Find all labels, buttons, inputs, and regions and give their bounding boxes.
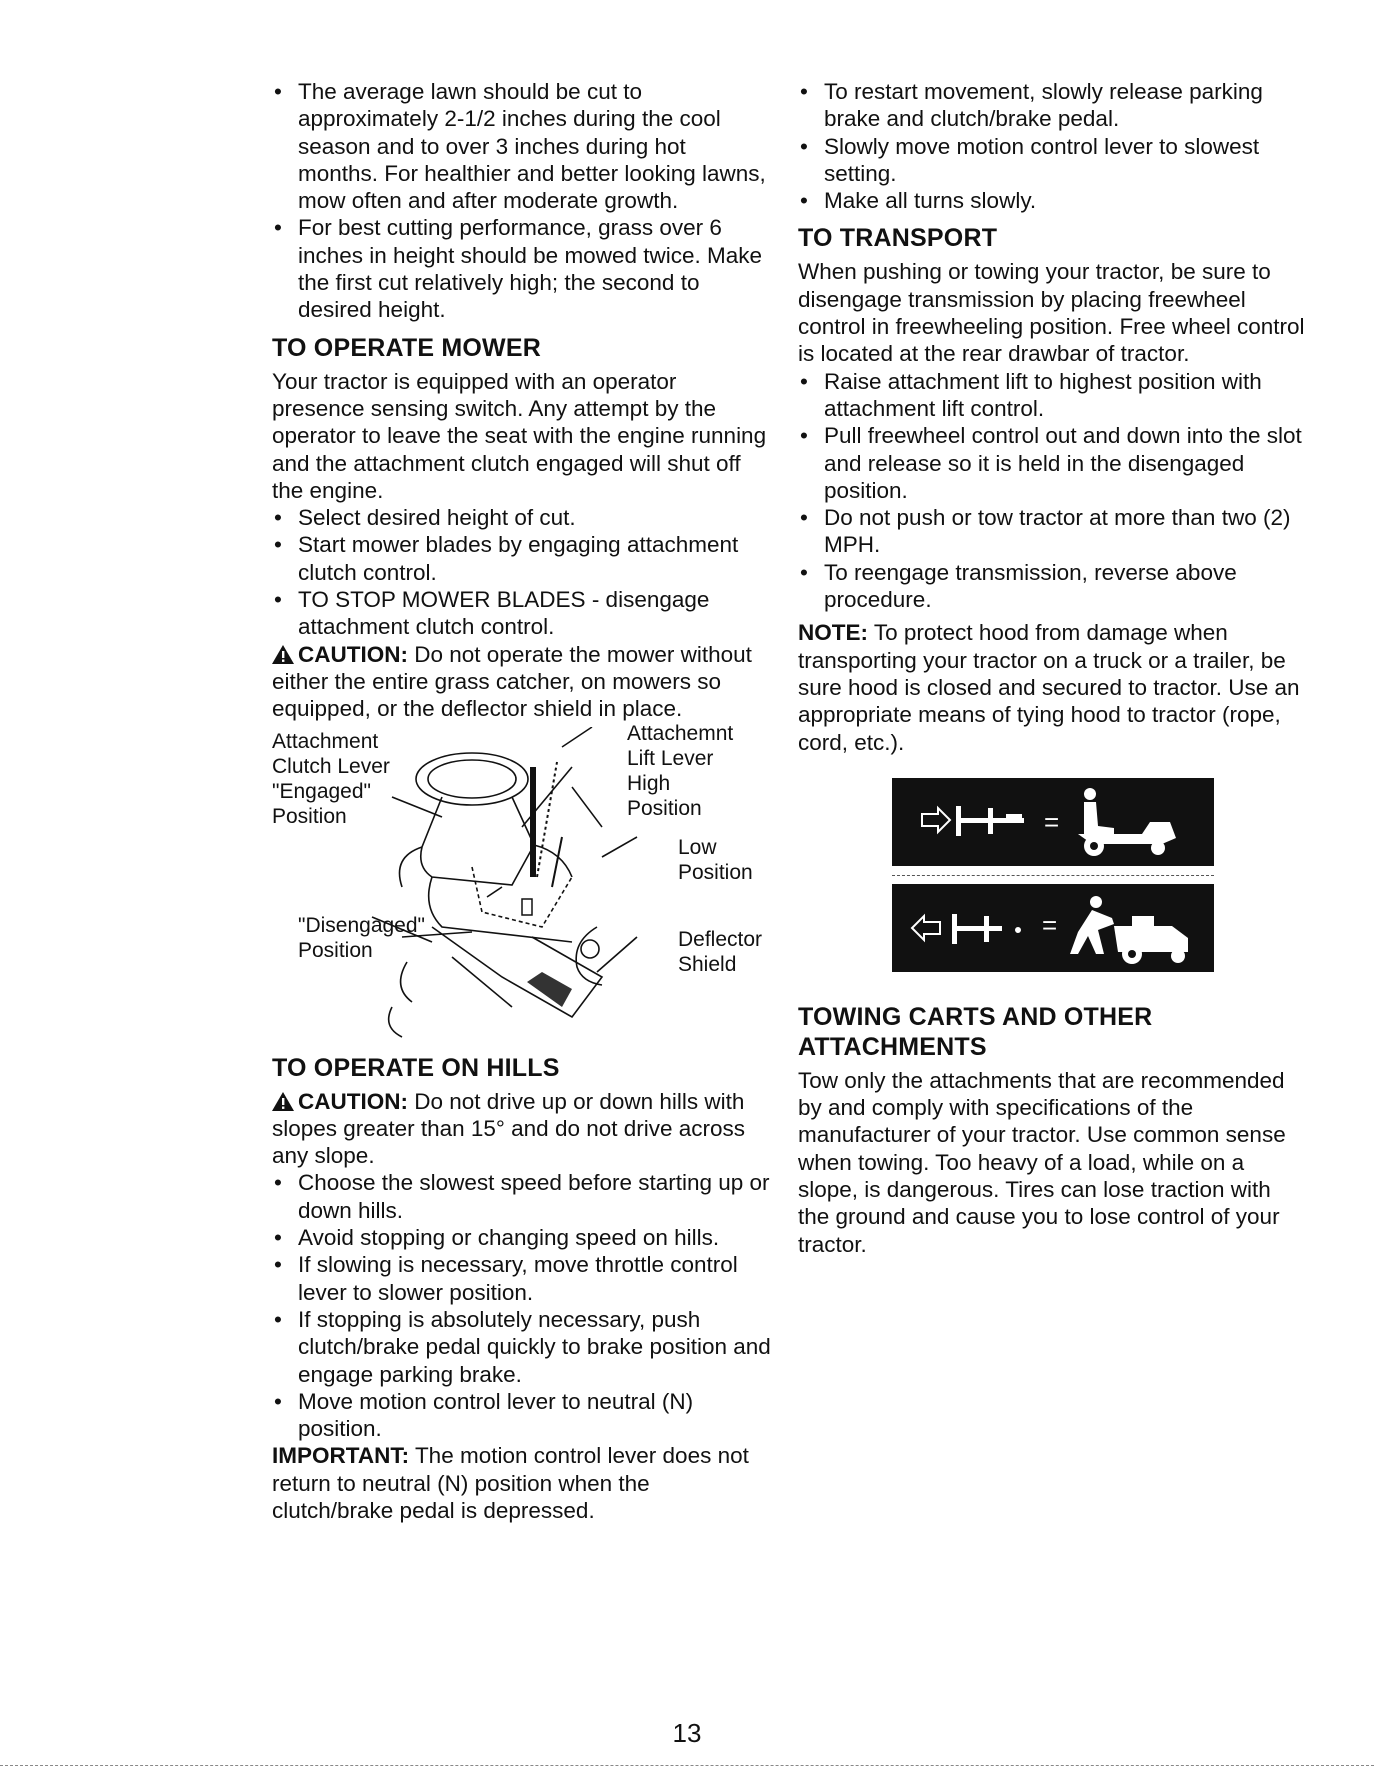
mower-controls-figure bbox=[272, 721, 772, 1047]
decal-divider bbox=[892, 866, 1214, 884]
svg-text:=: = bbox=[1042, 909, 1058, 940]
important-note: IMPORTANT: The motion control lever does not return to neutral (N) position when the clutch/brake pedal is depressed. bbox=[272, 1443, 749, 1523]
list-item: • To restart movement, slowly release parking brake and clutch/brake pedal. bbox=[800, 79, 1263, 132]
heading-operate-hills: TO OPERATE ON HILLS bbox=[272, 1053, 560, 1082]
list-item: • Move motion control lever to neutral (N) position. bbox=[274, 1388, 694, 1442]
hills-caution: CAUTION: Do not drive up or down hills with slopes greater than 15° and do not drive across any slope. bbox=[272, 1088, 746, 1169]
list-item: • If stopping is absolutely necessary, push clutch/brake pedal quickly to brake position and engage parking brake. bbox=[274, 1306, 771, 1387]
arrow-rod-equals-seated-tractor-icon bbox=[892, 778, 1214, 866]
lift-lever-high-label: Attachemnt Lift Lever High Position bbox=[627, 721, 734, 820]
list-item: • Do not push or tow tractor at more than two (2) MPH. bbox=[800, 505, 1291, 558]
mower-caution: CAUTION: Do not operate the mower without either the entire grass catcher, on mowers so equipped, or the deflector shield in place. bbox=[272, 641, 752, 722]
engaged-position-label: Attachment Clutch Lever "Engaged" Position bbox=[272, 729, 390, 828]
list-item: • For best cutting performance, grass over 6 inches in height should be mowed twice. Make the first cut relatively high; the second to desired height. bbox=[274, 215, 763, 323]
heading-transport: TO TRANSPORT bbox=[798, 224, 998, 253]
disengaged-position-label: "Disengaged" Position bbox=[298, 913, 425, 962]
sign-push-freewheel bbox=[892, 884, 1214, 972]
list-item: • Slowly move motion control lever to slowest setting. bbox=[800, 133, 1260, 186]
list-item: • Start mower blades by engaging attachment clutch control. bbox=[274, 532, 739, 585]
towing-body: Tow only the attachments that are recommended by and comply with specifications of the manufacturer of your tractor. Use common sense when towing. Too heavy of a load, while on a slope, is dangerous. Tires can lose traction with the ground and cause you to lose control of your tractor. bbox=[798, 1067, 1286, 1257]
transport-body: When pushing or towing your tractor, be sure to disengage transmission by placing freewheel control in freewheeling position. Free wheel control is located at the rear drawbar of tractor. bbox=[798, 259, 1305, 367]
freewheel-decal bbox=[892, 778, 1214, 974]
list-item: • Make all turns slowly. bbox=[800, 188, 1037, 214]
deflector-shield-label: Deflector Shield bbox=[678, 927, 763, 976]
list-item: • Pull freewheel control out and down into the slot and release so it is held in the disengaged position. bbox=[800, 423, 1302, 503]
warning-triangle-icon bbox=[272, 645, 294, 664]
svg-text:=: = bbox=[1044, 806, 1060, 837]
page-number: 13 bbox=[672, 1718, 702, 1748]
right-column bbox=[798, 78, 1308, 1258]
low-position-label: Low Position bbox=[678, 835, 753, 884]
heading-towing: TOWING CARTS AND OTHER ATTACHMENTS bbox=[798, 1002, 1153, 1061]
transport-note: NOTE: To protect hood from damage when transporting your tractor on a truck or a trailer, be sure hood is closed and secured to tractor. Use an appropriate means of tying hood to tractor (rope, cord, etc.). bbox=[798, 620, 1300, 755]
mower-body: Your tractor is equipped with an operator presence sensing switch. Any attempt by the operator to leave the seat with the engine running and the attachment clutch engaged will shut off the engine. bbox=[272, 368, 767, 503]
page-bottom-rule bbox=[0, 1765, 1374, 1766]
heading-operate-mower: TO OPERATE MOWER bbox=[272, 333, 541, 362]
arrow-rod-equals-pushing-tractor-icon bbox=[892, 884, 1214, 972]
list-item: • TO STOP MOWER BLADES - disengage attachment clutch control. bbox=[274, 587, 710, 640]
list-item: • Avoid stopping or changing speed on hills. bbox=[274, 1225, 720, 1251]
left-column bbox=[272, 78, 772, 1524]
list-item: • Select desired height of cut. bbox=[274, 505, 576, 531]
list-item: • To reengage transmission, reverse above procedure. bbox=[800, 559, 1237, 613]
list-item: • Raise attachment lift to highest position with attachment lift control. bbox=[800, 368, 1262, 421]
list-item: • Choose the slowest speed before starting up or down hills. bbox=[274, 1170, 770, 1223]
warning-triangle-icon bbox=[272, 1092, 294, 1111]
sign-push-engaged bbox=[892, 778, 1214, 866]
list-item: • If slowing is necessary, move throttle control lever to slower position. bbox=[274, 1252, 738, 1305]
list-item: • The average lawn should be cut to approximately 2-1/2 inches during the cool season and to over 3 inches during hot months. For healthier and better looking lawns, mow often and after moderate growth. bbox=[274, 79, 766, 214]
